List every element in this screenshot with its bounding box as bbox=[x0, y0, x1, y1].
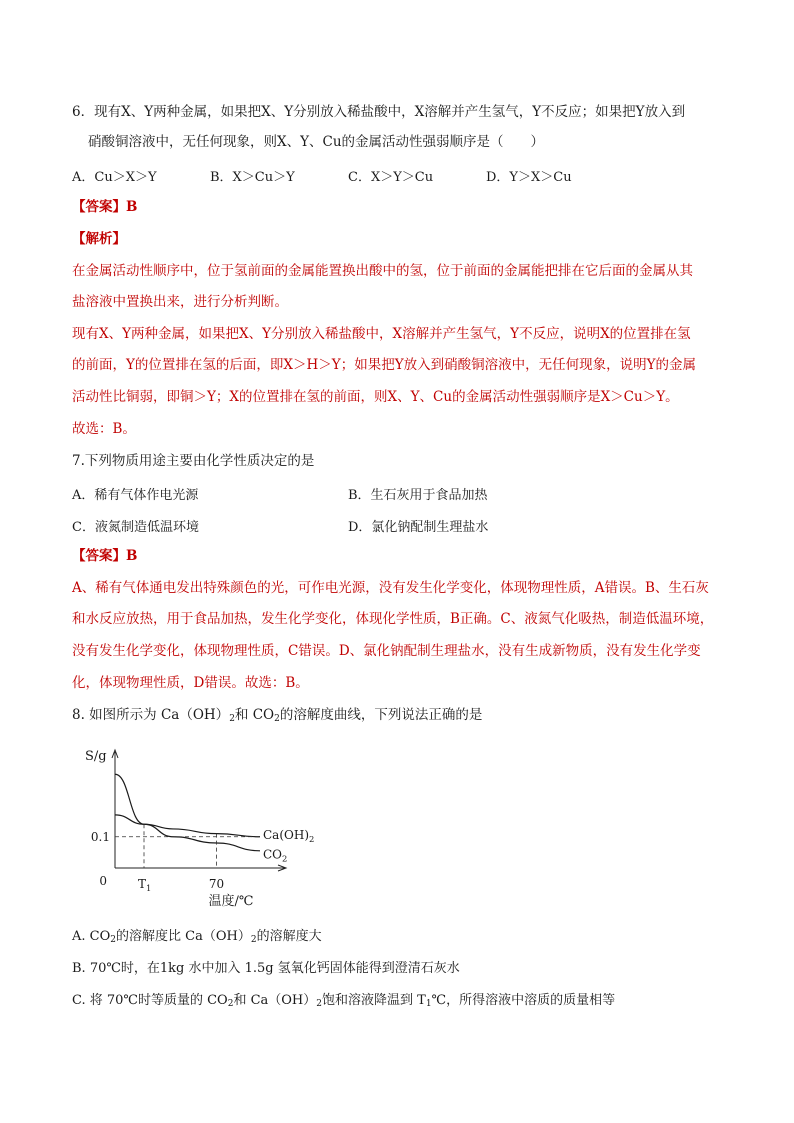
q7-analysis-line: 没有发生化学变化，体现物理性质，C错误。D、氯化钠配制生理盐水，没有生成新物质，没有发生化学变 bbox=[72, 643, 701, 659]
q6-stem-line1: 6．现有X、Y两种金属，如果把X、Y分别放入稀盐酸中，X溶解并产生氢气，Y不反应；如果把Y放入到 bbox=[72, 104, 686, 120]
q6-analysis-label: 【解析】 bbox=[72, 231, 126, 247]
x-axis-label: 温度/℃ bbox=[208, 894, 254, 909]
q8-stem: 8. 如图所示为 $Ca(OH)_2$和 $CO_2$的溶解度曲线，下列说法正确的是 bbox=[72, 707, 483, 724]
q8-option-b: B. 70℃时，在1kg 水中加入 1.5g 氢氧化钙固体能得到澄清石灰水 bbox=[72, 961, 460, 976]
q6-option-b: B．X＞Cu＞Y bbox=[210, 170, 295, 185]
q7-option-c: C．液氮制造低温环境 bbox=[72, 520, 199, 535]
q8-option-a: A. $CO_2$的溶解度比 $Ca(OH)_2$的溶解度大 bbox=[72, 929, 322, 945]
q7-stem: 7.下列物质用途主要由化学性质决定的是 bbox=[72, 453, 315, 469]
q7-answer: 【答案】B bbox=[72, 548, 138, 564]
q6-analysis-line: 在金属活动性顺序中，位于氢前面的金属能置换出酸中的氢，位于前面的金属能把排在它后面的金属从其 bbox=[72, 263, 693, 279]
q6-analysis-line: 现有X、Y两种金属，如果把X、Y分别放入稀盐酸中，X溶解并产生氢气，Y不反应，说明X的位置排在氢 bbox=[72, 326, 691, 342]
q7-option-a: A．稀有气体作电光源 bbox=[72, 488, 199, 503]
q7-option-d: D．氯化钠配制生理盐水 bbox=[348, 520, 489, 535]
x-tick-label-t1: $T_1$ bbox=[138, 877, 152, 893]
q7-analysis-line: 化，体现物理性质，D错误。故选：B。 bbox=[72, 675, 309, 691]
q6-option-a: A．Cu＞X＞Y bbox=[72, 170, 157, 185]
q6-stem-line2: 硝酸铜溶液中，无任何现象，则X、Y、Cu的金属活动性强弱顺序是（ ） bbox=[88, 134, 545, 150]
q6-analysis-line: 的前面，Y的位置排在氢的后面，即X＞H＞Y；如果把Y放入到硝酸铜溶液中，无任何现象，说明Y的金属 bbox=[72, 357, 697, 373]
q7-analysis-line: A、稀有气体通电发出特殊颜色的光，可作电光源，没有发生化学变化，体现物理性质，A错误。B、生石灰 bbox=[72, 580, 709, 596]
y-tick-label: 0.1 bbox=[90, 829, 110, 844]
q6-answer: 【答案】B bbox=[72, 199, 138, 215]
q6-analysis-line: 故选：B。 bbox=[72, 421, 136, 437]
y-axis-label: S/g bbox=[85, 749, 107, 764]
q6-option-d: D．Y＞X＞Cu bbox=[486, 170, 572, 185]
q7-analysis-line: 和水反应放热，用于食品加热，发生化学变化，体现化学性质，B正确。C、液氮气化吸热，制造低温环境， bbox=[72, 611, 714, 627]
q6-analysis-line: 盐溶液中置换出来，进行分析判断。 bbox=[72, 294, 288, 310]
origin-label: 0 bbox=[99, 874, 107, 888]
solubility-chart bbox=[80, 738, 315, 910]
series-line-co2 bbox=[115, 774, 260, 851]
series-label-caoh2: $Ca(OH)_2$ bbox=[263, 827, 315, 844]
x-tick-label-70: 70 bbox=[208, 877, 225, 891]
q7-option-b: B．生石灰用于食品加热 bbox=[348, 488, 488, 503]
q6-option-c: C．X＞Y＞Cu bbox=[348, 170, 434, 185]
q6-analysis-line: 活动性比铜弱，即铜＞Y；X的位置排在氢的前面，则X、Y、Cu的金属活动性强弱顺序是X＞Cu＞Y。 bbox=[72, 389, 679, 405]
q8-option-c: C. 将 70℃时等质量的 $CO_2$和 $Ca(OH)_2$饱和溶液降温到 $T_1℃$，所得溶液中溶质的质量相等 bbox=[72, 993, 616, 1009]
series-label-co2: $CO_2$ bbox=[263, 847, 288, 864]
